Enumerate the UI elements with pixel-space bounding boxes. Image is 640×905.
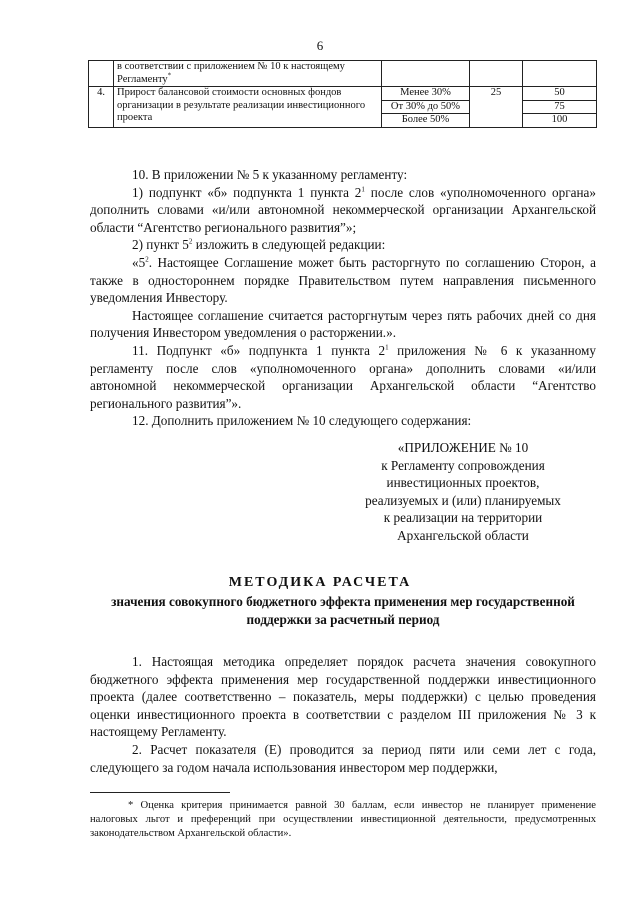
table-cell-score: 50 [523,87,597,101]
paragraph-11: 11. Подпункт «б» подпункта 1 пункта $2^1$ приложения № 6 к указанному регламенту после слов «уполномоченного органа» дополнить словами «и/или автономной некоммерческой организации Архангельской области “Агентство регионального развития”». [90,342,596,411]
footnote-mark: * [167,71,172,79]
table-cell-range: Более 50% [382,114,470,128]
method-paragraph-1: 1. Настоящая методика определяет порядок расчета значения совокупного бюджетного эффекта применения мер государственной поддержки инвестиционного проекта (далее соответственно – показатель, меры поддержки) с целью проведения оценки инвестиционного проекта в соответствии с разделом III приложения № 3 к настоящему Регламенту. [90,654,596,740]
amendments-text [90,166,596,430]
method-paragraph-2: 2. Расчет показателя (E) проводится за период пяти или семи лет с года, следующего за годом начала использования инвестором мер поддержки, [90,741,596,775]
method-subtitle: значения совокупного бюджетного эффекта применения мер государственной поддержки за расчетный период [111,594,575,627]
table-cell-range: Менее 30% [382,87,470,101]
paragraph-10-2: 2) пункт $5^2$ изложить в следующей редакции: [132,237,386,253]
method-text [90,653,596,776]
appendix-header: «ПРИЛОЖЕНИЕ № 10 к Регламенту сопровождения инвестиционных проектов, реализуемых и (или) планируемых к реализации на территории Архангельской области [365,440,561,543]
paragraph-12: 12. Дополнить приложением № 10 следующего содержания: [132,413,472,429]
paragraph-10: 10. В приложении № 5 к указанному регламенту: [132,167,408,182]
table-cell-weight: 25 [470,87,523,128]
table-cell-range: От 30% до 50% [382,100,470,114]
table-cell-score: 75 [523,100,597,114]
footnote-divider [90,792,230,793]
table-row [89,87,597,101]
footnote: * Оценка критерия принимается равной 30 баллам, если инвестор не планирует применение налоговых льгот и преференций при осуществлении инвестиционной деятельности, предусмотренных законодательством Архангельской области». [90,800,596,839]
table-cell-criterion: Прирост балансовой стоимости основных фондов организации в результате реализации инвестиционного проекта [114,87,382,128]
table-cell-number: 4. [89,87,114,128]
paragraph-10-quote: «$5^2$. Настоящее Соглашение может быть расторгнуто по соглашению Сторон, а также в одностороннем порядке Правительством путем направления письменного уведомления Инвестору. [90,254,596,306]
method-title: МЕТОДИКА РАСЧЕТА [228,575,412,590]
page-number: 6 [316,38,324,53]
table-cell-criterion: в соответствии с приложением № 10 к настоящему Регламенту* [114,61,382,87]
paragraph-10-quote-2: Настоящее соглашение считается расторгнутым через пять рабочих дней со дня получения Инвестором уведомления о расторжении.». [90,307,596,341]
paragraph-10-1: 1) подпункт «б» подпункта 1 пункта $2^1$ после слов «уполномоченного органа» дополнить словами «и/или автономной некоммерческой организации Архангельской области “Агентство регионального развития”»; [90,184,596,235]
criteria-table [88,60,597,128]
table-row [89,61,597,87]
table-cell-score: 100 [523,114,597,128]
